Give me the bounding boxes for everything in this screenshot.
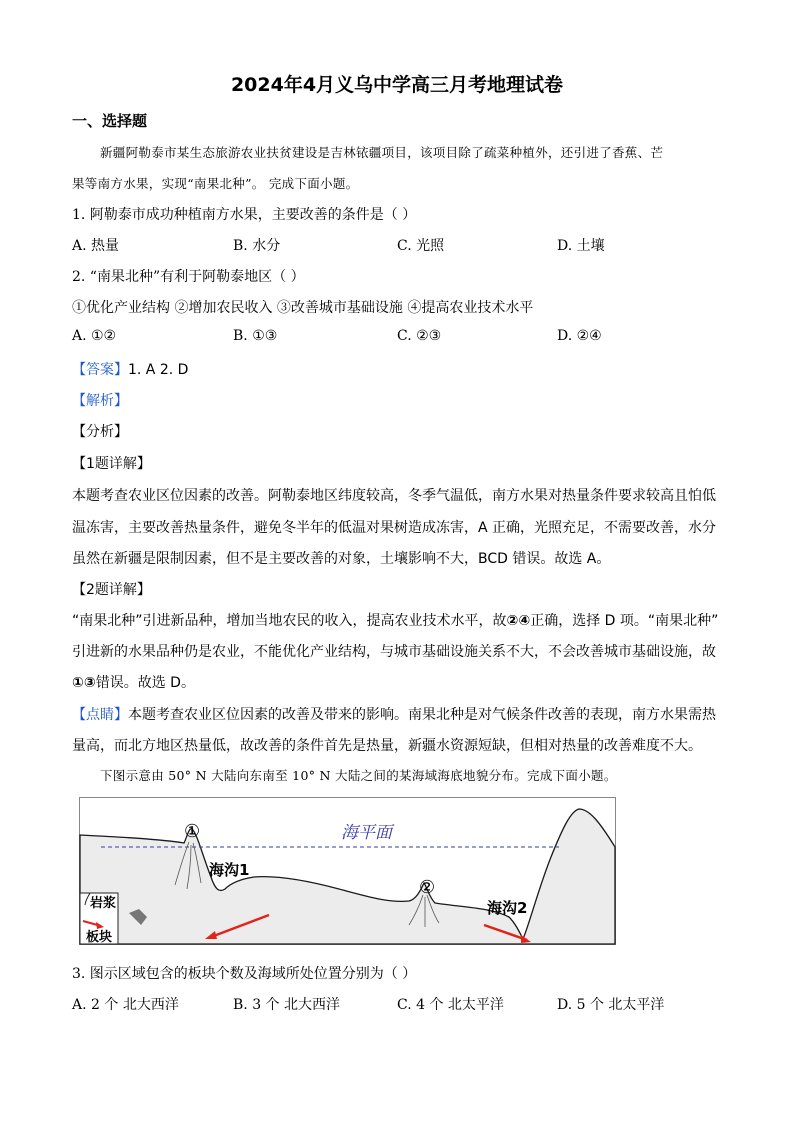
detail1-label: 【1题详解】	[72, 456, 151, 472]
q3-option-a: A. 2 个 北大西洋	[72, 997, 179, 1013]
detail1-line1: 本题考查农业区位因素的改善。阿勒泰地区纬度较高，冬季气温低，南方水果对热量条件要求较高且怕低	[72, 488, 716, 504]
q1-option-c: C. 光照	[397, 238, 445, 254]
marker-2: ②	[419, 877, 436, 898]
comment-line2: 量高，而北方地区热量低，故改善的条件首先是热量，新疆水资源短缺，但相对热量的改善难度不大。	[72, 738, 702, 754]
trench-1-label: 海沟1	[209, 861, 250, 879]
passage1-line1: 新疆阿勒泰市某生态旅游农业扶贫建设是吉林铱疆项目，该项目除了疏菜种植外，还引进了香蕉、芒	[100, 145, 664, 160]
question-2-stem: 2. “南果北种”有利于阿勒泰地区（ ）	[72, 269, 305, 285]
passage2: 下图示意由 50° N 大陆向东南至 10° N 大陆之间的某海域海底地貌分布。完成下面小题。	[100, 768, 617, 783]
page-title: 2024年4月义乌中学高三月考地理试卷	[230, 74, 564, 96]
detail1-line2: 温冻害，主要改善热量条件，避免冬半年的低温对果树造成冻害，A 正确，光照充足，不需要改善，水分	[72, 520, 717, 536]
detail2-line2: 引进新的水果品种仍是农业，不能优化产业结构，与城市基础设施关系不大，不会改善城市基础设施，故	[72, 644, 716, 660]
comment-label: 【点睛】	[72, 707, 128, 723]
q2-option-c: C. ②③	[397, 328, 442, 344]
q2-option-d: D. ②④	[557, 328, 602, 344]
q1-option-d: D. 土壤	[557, 238, 605, 254]
answer-label: 【答案】	[72, 362, 128, 378]
marker-1: ①	[184, 821, 201, 842]
trench-2-label: 海沟2	[487, 899, 528, 917]
q2-option-a: A. ①②	[72, 328, 117, 344]
analysis-label: 【解析】	[72, 393, 128, 409]
q1-option-b: B. 水分	[233, 238, 281, 254]
q1-option-a: A. 热量	[72, 238, 120, 254]
detail1-line3: 虽然在新疆是限制因素，但不是主要改善的对象，土壤影响不大，BCD 错误。故选 A。	[72, 551, 611, 567]
answer-text: 1. A 2. D	[128, 362, 189, 378]
section-heading: 一、选择题	[72, 112, 148, 130]
passage1-line2: 果等南方水果，实现“南果北种”。 完成下面小题。	[72, 176, 359, 191]
q3-option-d: D. 5 个 北太平洋	[557, 997, 665, 1013]
comment-line1: 【点睛】本题考查农业区位因素的改善及带来的影响。南果北种是对气候条件改善的表现，南方水果需热	[72, 707, 716, 723]
answer-line	[72, 359, 188, 379]
detail2-label: 【2题详解】	[72, 582, 151, 598]
detail2-line1: “南果北种”引进新品种，增加当地农民的收入，提高农业技术水平，故②④正确，选择 D 项。“南果北种”	[72, 613, 719, 629]
fenxi-label: 【分析】	[72, 424, 128, 440]
q3-option-c: C. 4 个 北太平洋	[397, 997, 504, 1013]
q3-option-b: B. 3 个 北大西洋	[233, 997, 340, 1013]
q2-option-b: B. ①③	[233, 328, 278, 344]
question-1-stem: 1. 阿勒泰市成功种植南方水果，主要改善的条件是（ ）	[72, 207, 417, 223]
legend-magma-label: 岩浆	[90, 896, 117, 911]
sea-level-label: 海平面	[341, 823, 392, 843]
legend-plate-label: 板块	[86, 930, 113, 945]
question-3-stem: 3. 图示区域包含的板块个数及海域所处位置分别为（ ）	[72, 966, 417, 982]
seafloor-profile-figure	[79, 797, 616, 945]
question-2-items: ①优化产业结构 ②增加农民收入 ③改善城市基础设施 ④提高农业技术水平	[72, 300, 534, 316]
detail2-line3: ①③错误。故选 D。	[72, 675, 195, 691]
